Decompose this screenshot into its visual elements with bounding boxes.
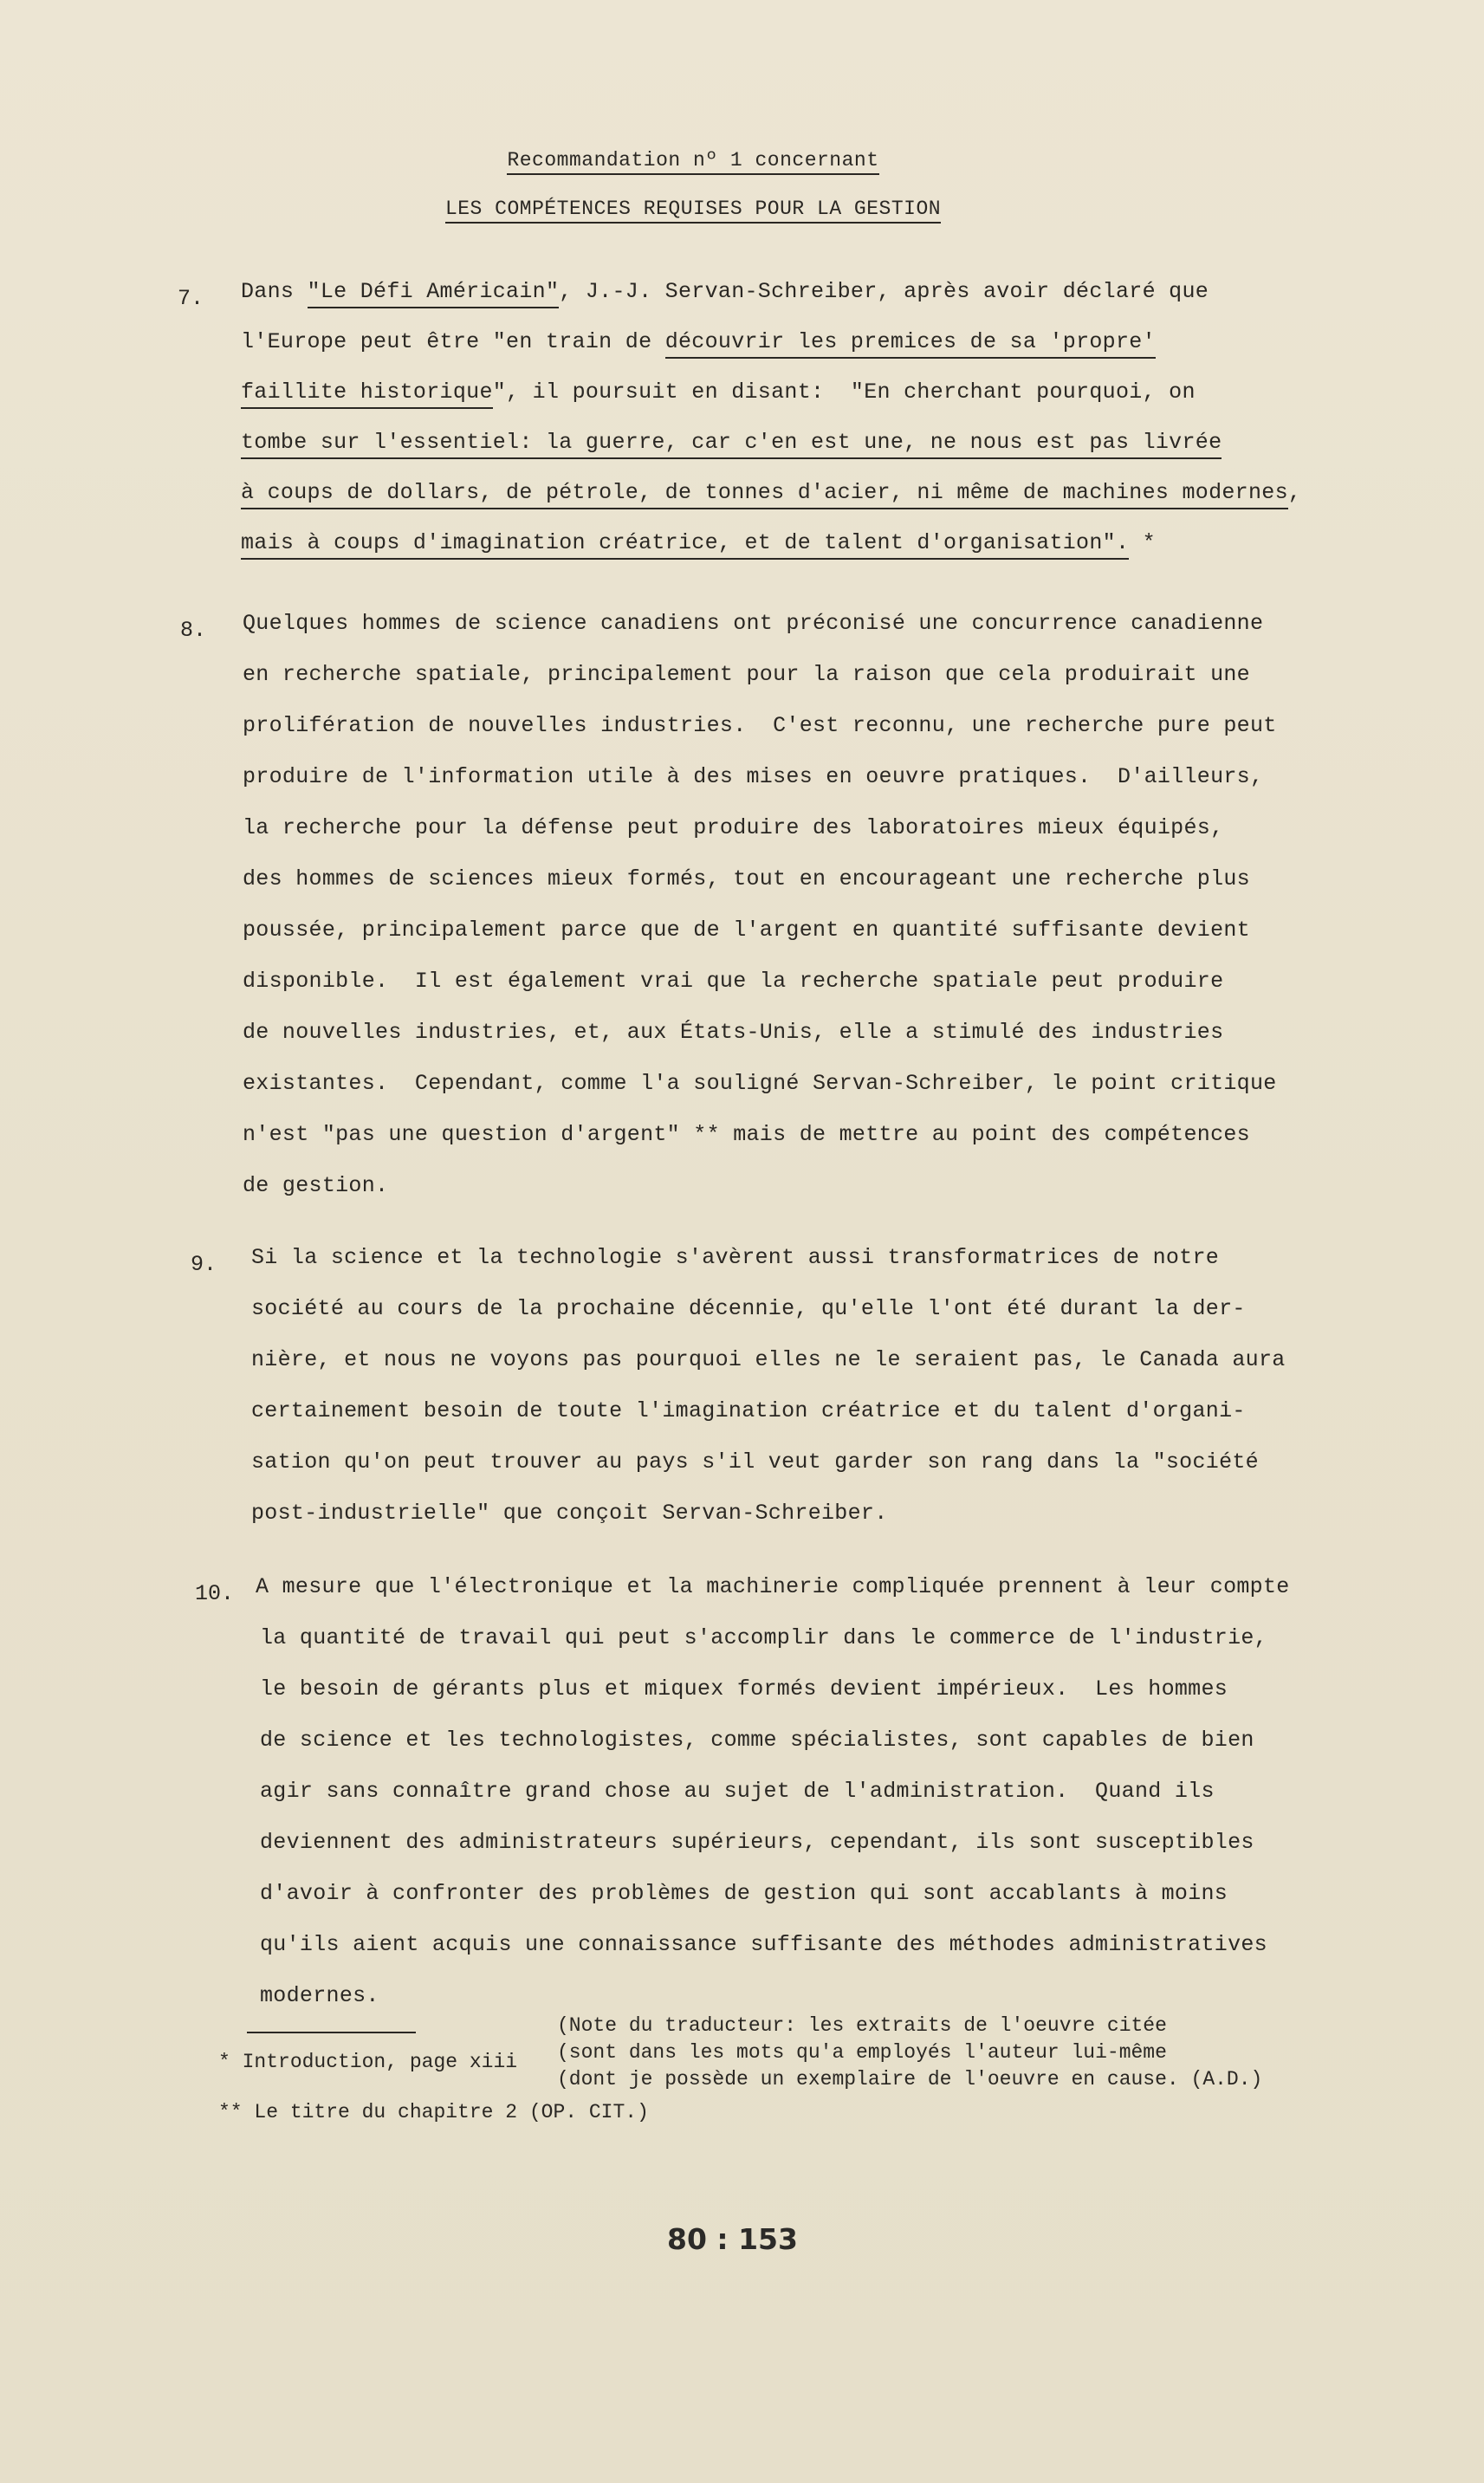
- p8-line-3: prolifération de nouvelles industries. C'est reconnu, une recherche pure peut: [243, 713, 1277, 738]
- p10-line-5: agir sans connaître grand chose au sujet de l'administration. Quand ils: [260, 1779, 1215, 1804]
- translator-note-line-2: (sont dans les mots qu'a employés l'auteur lui-même: [557, 2041, 1167, 2064]
- p9-line-5: sation qu'on peut trouver au pays s'il veut garder son rang dans la "société: [251, 1449, 1259, 1475]
- p8-line-11: n'est "pas une question d'argent" ** mais de mettre au point des compétences: [243, 1122, 1250, 1147]
- p9-line-1: Si la science et la technologie s'avèrent aussi transformatrices de notre: [251, 1245, 1220, 1270]
- p7-line-6: mais à coups d'imagination créatrice, et de talent d'organisation". *: [241, 530, 1156, 555]
- translator-note-line-1: (Note du traducteur: les extraits de l'oeuvre citée: [557, 2014, 1167, 2037]
- heading-line-2: [0, 198, 1386, 220]
- p9-line-6: post-industrielle" que conçoit Servan-Schreiber.: [251, 1501, 888, 1526]
- p7-line-1: Dans "Le Défi Américain", J.-J. Servan-Schreiber, après avoir déclaré que: [241, 279, 1209, 304]
- footnote-1: * Introduction, page xiii: [218, 2051, 518, 2073]
- page-number: 80 : 153: [667, 2222, 798, 2256]
- p7-line-3: faillite historique", il poursuit en disant: "En cherchant pourquoi, on: [241, 379, 1196, 405]
- p7-line-5: à coups de dollars, de pétrole, de tonnes d'acier, ni même de machines modernes,: [241, 480, 1301, 505]
- p10-line-3: le besoin de gérants plus et miquex formés devient impérieux. Les hommes: [260, 1676, 1228, 1702]
- p8-line-10: existantes. Cependant, comme l'a souligné Servan-Schreiber, le point critique: [243, 1071, 1277, 1096]
- paragraph-7-number: 7.: [178, 286, 204, 311]
- translator-note-line-3: (dont je possède un exemplaire de l'oeuvre en cause. (A.D.): [557, 2068, 1263, 2091]
- paragraph-10-number: 10.: [195, 1581, 235, 1606]
- paragraph-8-number: 8.: [180, 618, 207, 643]
- paragraph-9-number: 9.: [191, 1252, 217, 1277]
- p8-line-1: Quelques hommes de science canadiens ont préconisé une concurrence canadienne: [243, 611, 1264, 636]
- p10-line-6: deviennent des administrateurs supérieurs, cependant, ils sont susceptibles: [260, 1830, 1254, 1855]
- p10-line-2: la quantité de travail qui peut s'accomplir dans le commerce de l'industrie,: [260, 1625, 1267, 1650]
- p9-line-4: certainement besoin de toute l'imagination créatrice et du talent d'organi-: [251, 1398, 1246, 1423]
- p9-line-3: nière, et nous ne voyons pas pourquoi elles ne le seraient pas, le Canada aura: [251, 1347, 1286, 1372]
- p7-line-4: tombe sur l'essentiel: la guerre, car c'en est une, ne nous est pas livrée: [241, 430, 1222, 455]
- p7-line-2: l'Europe peut être "en train de découvrir les premices de sa 'propre': [241, 329, 1156, 354]
- heading-line-2-text: LES COMPÉTENCES REQUISES POUR LA GESTION: [445, 198, 941, 224]
- p8-line-5: la recherche pour la défense peut produire des laboratoires mieux équipés,: [243, 815, 1224, 840]
- footnote-2: ** Le titre du chapitre 2 (OP. CIT.): [218, 2101, 649, 2123]
- p10-line-1: A mesure que l'électronique et la machinerie compliquée prennent à leur compte: [256, 1574, 1290, 1599]
- p9-line-2: société au cours de la prochaine décennie, qu'elle l'ont été durant la der-: [251, 1296, 1246, 1321]
- p8-line-2: en recherche spatiale, principalement pour la raison que cela produirait une: [243, 662, 1250, 687]
- p8-line-6: des hommes de sciences mieux formés, tout en encourageant une recherche plus: [243, 866, 1250, 891]
- p8-line-9: de nouvelles industries, et, aux États-Unis, elle a stimulé des industries: [243, 1020, 1224, 1045]
- heading-line-1-text: Recommandation nº 1 concernant: [507, 149, 878, 175]
- footnote-separator: [247, 2032, 416, 2033]
- p10-line-9: modernes.: [260, 1983, 379, 2008]
- p8-line-4: produire de l'information utile à des mises en oeuvre pratiques. D'ailleurs,: [243, 764, 1264, 789]
- p10-line-8: qu'ils aient acquis une connaissance suffisante des méthodes administratives: [260, 1932, 1267, 1957]
- p10-line-4: de science et les technologistes, comme spécialistes, sont capables de bien: [260, 1728, 1254, 1753]
- p8-line-7: poussée, principalement parce que de l'argent en quantité suffisante devient: [243, 917, 1250, 943]
- p10-line-7: d'avoir à confronter des problèmes de gestion qui sont accablants à moins: [260, 1881, 1228, 1906]
- p8-line-12: de gestion.: [243, 1173, 389, 1198]
- heading-line-1: [0, 149, 1386, 172]
- p8-line-8: disponible. Il est également vrai que la recherche spatiale peut produire: [243, 969, 1224, 994]
